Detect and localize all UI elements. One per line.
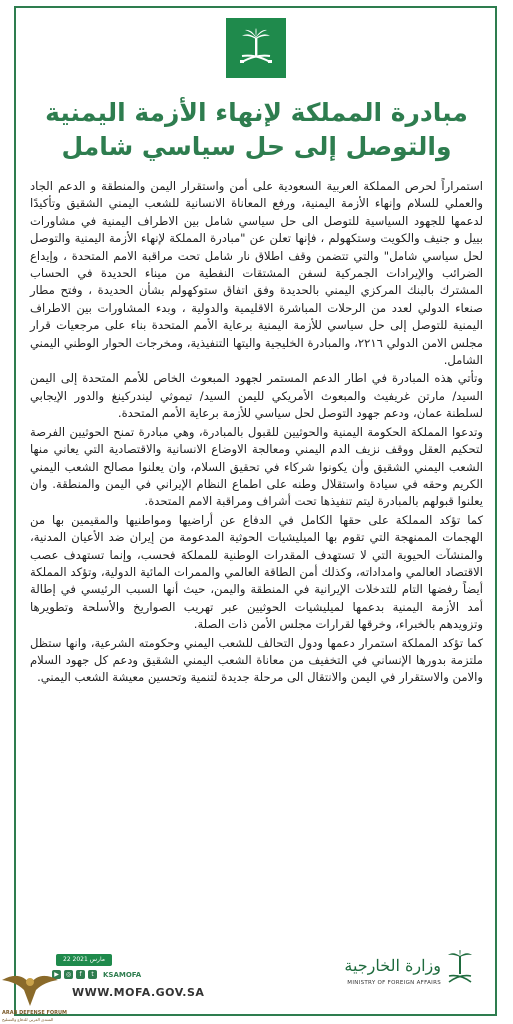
paragraph: وتأتي هذه المبادرة في اطار الدعم المستمر لجهود المبعوث الخاص للأمم المتحدة إلى اليمن السيد/ مارتن غريفيث والمبعوث الأمريكي لليمن السيد/ تيموثي ليندركينغ والدور الإيجابي لسلطنة عمان، ودعم جهود التوصل لحل سياسي للأزمة برعاية الأمم المتحدة.: [30, 371, 483, 421]
paragraph: وتدعوا المملكة الحكومة اليمنية والحوثيين للقبول بالمبادرة، وهي مبادرة تمنح الحوثيين الفرصة لتحكيم العقل ووقف نزيف الدم اليمني ومعالجة الاوضاع الانسانية والاقتصادية التي يعاني منها الشعب اليمني الشقيق وأن يكونوا شركاء في تحقيق السلام، وان يعلنوا مصالح الشعب اليمني الكريم وحقه في سيادة واستقلال وطنه على اطماع النظام الإيراني في اليمن والمنطقة. وان يعلنوا قبولهم بالمبادرة ليتم تنفيذها تحت أشراف ومراقبة الامم المتحدة.: [30, 424, 483, 509]
paragraph: استمراراً لحرص المملكة العربية السعودية على أمن واستقرار اليمن والمنطقة و الدعم الجاد والعملي للسلام وإنهاء الأزمة اليمنية، ورفع المعاناة الانسانية للشعب اليمني الشقيق وتأكيدًا لدعمها للجهود السياسية للتوصل الى حل سياسي شامل بين الاطراف اليمنية في مشاورات بييل و جنيف والكويت وستكهولم ، فإنها تعلن عن "مبادرة المملكة لإنهاء الأزمة اليمنية والتوصل لحل سياسي شامل" والتي تتضمن وقف اطلاق نار شامل تحت مراقبة الامم المتحدة ، وإيداع الضرائب والإيرادات الجمركية لسفن المشتقات النفطية من ميناء الحديدة في الحساب المشترك بالبنك المركزي اليمني بالحديدة وفق اتفاق ستوكهولم بشأن الحديدة ، وفتح مطار صنعاء الدولي لعدد من الرحلات المباشرة الاقليمية والدولية ، وبدء المشاورات بين الاطراف اليمنية للتوصل إلى حل سياسي للأزمة اليمنية برعاية الأمم المتحدة بناء على مرجعيات قرار مجلس الامن الدولي ٢٢١٦، والمبادرة الخليجية واليتها التنفيذية، ومخرجات الحوار الوطني اليمني الشامل.: [30, 179, 483, 368]
social-handle[interactable]: KSAMOFA: [103, 970, 142, 979]
watermark-title: ARAB DEFENSE FORUM: [2, 1010, 68, 1016]
watermark-subtitle: المنتدى العربي للدفاع والتسليح: [2, 1017, 54, 1022]
forum-watermark: [0, 966, 90, 1024]
page-title: [30, 96, 483, 164]
saudi-emblem-icon: [226, 18, 286, 78]
title-line-2: والتوصل إلى حل سياسي شامل: [61, 132, 452, 161]
instagram-icon[interactable]: ◎: [65, 971, 72, 978]
paragraph: كما تؤكد المملكة استمرار دعمها ودول التحالف للشعب اليمني وحكومته الشرعية، وانها ستظل ملتزمة بدورها الإنساني في التخفيف من معاناة الشعب اليمني الشقيق ودعم كل جهود السلام والامن والاستقرار في اليمن والانتقال الى مرحلة جديدة لتنمية وتحسين معيشة الشعب اليمني.: [30, 635, 483, 685]
paragraph: كما تؤكد المملكة على حقها الكامل في الدفاع عن أراضيها ومواطنيها والمقيمين بها من الهجمات الممنهجة التي تقوم بها الميليشيات الحوثية المدعومة من إيران ضد الأعيان المدنية، والمنشآت الحيوية التي لا تستهدف المقدرات الوطنية للمملكة فحسب، وإنما تستهدف عصب الاقتصاد العالمي وامداداته، وكذلك أمن الطاقة العالمي والممرات المائية الدولية، وتؤكد المملكة أيضاً رفضها التام للتدخلات الإيرانية في المنطقة واليمن، حيث أنها السبب الرئيسي في إطالة أمد الأزمة اليمنية بدعمها لميليشيات الحوثيين عبر تهريب الصواريخ والأسلحة وتطويرها وتزويدهم بالخبراء، وخرقها لقرارات مجلس الأمن ذات الصلة.: [30, 512, 483, 632]
website-link[interactable]: WWW.MOFA.GOV.SA: [72, 986, 205, 999]
facebook-icon[interactable]: f: [76, 970, 85, 979]
eagle-logo-icon: [0, 966, 60, 1008]
ministry-name-ar: وزارة الخارجية: [344, 956, 441, 975]
title-line-1: مبادرة المملكة لإنهاء الأزمة اليمنية: [45, 98, 468, 127]
twitter-icon[interactable]: t: [88, 970, 97, 979]
date-badge: 22 مارس 2021: [56, 954, 112, 966]
youtube-icon[interactable]: ▶: [52, 970, 61, 979]
ministry-name-en: MINISTRY OF FOREIGN AFFAIRS: [347, 980, 441, 986]
statement-body: [30, 178, 483, 688]
ministry-emblem-icon: [445, 950, 475, 990]
ministry-logo: [325, 950, 475, 1006]
